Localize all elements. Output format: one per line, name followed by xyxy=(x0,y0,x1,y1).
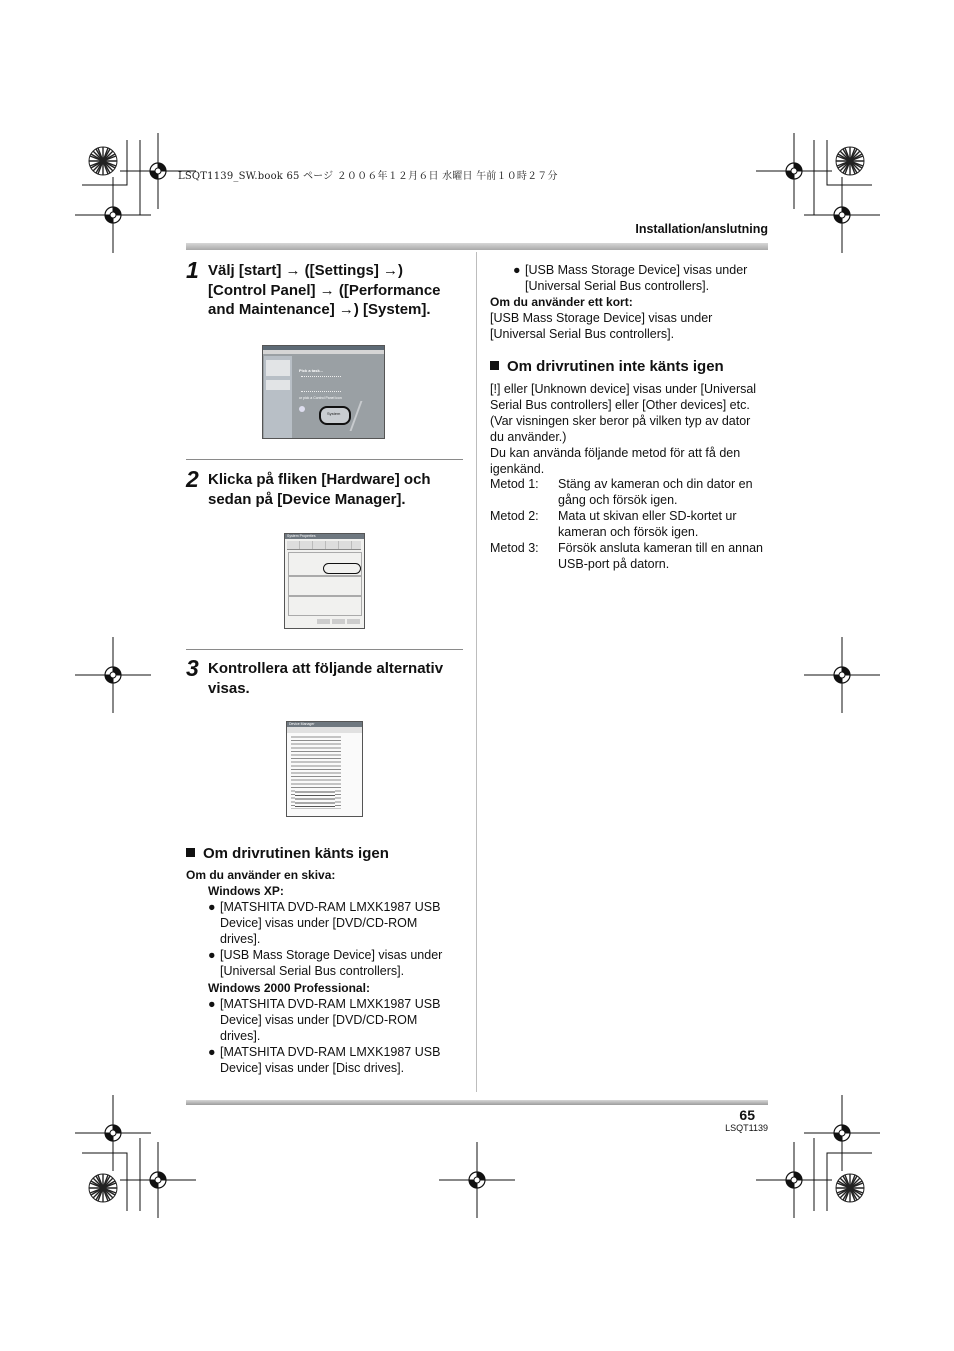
paragraph-line: [!] eller [Unknown device] visas under [Universal xyxy=(490,382,757,396)
system-properties-screenshot xyxy=(284,533,365,629)
devmgr-toolbar xyxy=(287,727,362,733)
section-box xyxy=(288,576,362,596)
usb-item-line: [USB Mass Storage Device] visas under xyxy=(525,263,748,277)
card-text-line: [Universal Serial Bus controllers]. xyxy=(490,327,675,341)
section-title: Installation/anslutning xyxy=(635,222,768,236)
props-tabs xyxy=(287,541,361,550)
method-label: Metod 2: xyxy=(490,509,539,523)
square-bullet-icon xyxy=(490,361,499,370)
paragraph-line: igenkänd. xyxy=(490,462,545,476)
xp-item-line: [Universal Serial Bus controllers]. xyxy=(220,964,405,978)
xp-item-line: [MATSHITA DVD-RAM LMXK1987 USB xyxy=(220,900,441,914)
paragraph-line: Du kan använda följande metod för att få den xyxy=(490,446,741,460)
usb-item-line: [Universal Serial Bus controllers]. xyxy=(525,279,710,293)
props-buttons xyxy=(317,619,361,624)
step-1-number: 1 xyxy=(186,257,199,283)
icon-row xyxy=(299,406,305,412)
not-recognized-paragraph xyxy=(490,381,770,477)
page-number: 65 xyxy=(739,1107,755,1123)
usb-item xyxy=(513,262,768,294)
step-separator xyxy=(186,649,463,650)
not-recognized-heading-text: Om drivrutinen inte känts igen xyxy=(507,358,724,375)
xp-item-2 xyxy=(208,947,470,979)
bullet-icon: ● xyxy=(208,997,216,1011)
card-label: Om du använder ett kort: xyxy=(490,295,633,309)
control-panel-screenshot xyxy=(262,345,385,439)
task-lines xyxy=(301,376,341,392)
footer-rule xyxy=(186,1100,768,1105)
step-2-line: Klicka på fliken [Hardware] och xyxy=(208,471,431,488)
bullet-icon: ● xyxy=(513,263,521,277)
bullet-icon: ● xyxy=(208,1045,216,1059)
device-manager-highlight xyxy=(323,563,361,574)
method-line: kameran och försök igen. xyxy=(558,525,699,539)
card-text xyxy=(490,310,768,342)
device-manager-screenshot xyxy=(286,721,363,817)
method-line: gång och försök igen. xyxy=(558,493,678,507)
tree-branch xyxy=(295,790,335,808)
step-2-line: sedan på [Device Manager]. xyxy=(208,490,406,508)
step-3-text xyxy=(208,659,470,698)
document-code: LSQT1139 xyxy=(725,1123,768,1133)
recognized-heading-text: Om drivrutinen känts igen xyxy=(203,845,389,862)
pick-task-label: Pick a task... xyxy=(299,368,324,373)
step-1-line: [Control Panel] → ([Performance xyxy=(208,281,441,299)
xp-item-line: drives]. xyxy=(220,932,261,946)
method-label: Metod 1: xyxy=(490,477,539,491)
bullet-icon: ● xyxy=(208,948,216,962)
w2k-item-line: Device] visas under [DVD/CD-ROM xyxy=(220,1013,418,1027)
devmgr-title: Device Manager xyxy=(289,722,315,726)
w2k-label: Windows 2000 Professional: xyxy=(208,981,370,995)
xp-item-line: [USB Mass Storage Device] visas under xyxy=(220,948,443,962)
method-line: USB-port på datorn. xyxy=(558,557,670,571)
section-box xyxy=(288,596,362,616)
recognized-heading xyxy=(186,845,389,862)
paragraph-line: (Var visningen sker beror på vilken typ av dator xyxy=(490,414,751,428)
step-2-number: 2 xyxy=(186,466,199,492)
step-1-line: Välj [start] → ([Settings] →) xyxy=(208,262,404,279)
w2k-item-line: Device] visas under [Disc drives]. xyxy=(220,1061,405,1075)
method-line: Mata ut skivan eller SD-kortet ur xyxy=(558,509,737,523)
column-divider xyxy=(476,252,477,1092)
w2k-item-line: drives]. xyxy=(220,1029,261,1043)
bullet-icon: ● xyxy=(208,900,216,914)
task-pane-box xyxy=(266,380,290,390)
paragraph-line: du använder.) xyxy=(490,430,567,444)
paragraph-line: Serial Bus controllers] eller [Other devices] etc. xyxy=(490,398,750,412)
header-rule xyxy=(186,243,768,250)
xp-item-1 xyxy=(208,899,470,947)
step-1-text xyxy=(208,261,470,320)
w2k-item-1 xyxy=(208,996,470,1044)
step-3-number: 3 xyxy=(186,655,199,681)
method-line: Försök ansluta kameran till en annan xyxy=(558,541,763,555)
w2k-item-line: [MATSHITA DVD-RAM LMXK1987 USB xyxy=(220,997,441,1011)
step-1-line: and Maintenance] →) [System]. xyxy=(208,301,431,318)
watermark-figure xyxy=(350,401,385,431)
card-text-line: [USB Mass Storage Device] visas under xyxy=(490,311,713,325)
step-3-line: Kontrollera att följande alternativ xyxy=(208,660,444,677)
xp-label: Windows XP: xyxy=(208,884,284,898)
not-recognized-heading xyxy=(490,358,724,375)
task-pane-box xyxy=(266,360,290,376)
w2k-item-2 xyxy=(208,1044,470,1076)
step-2-text xyxy=(208,470,470,509)
method-label: Metod 3: xyxy=(490,541,539,555)
method-line: Stäng av kameran och din dator en xyxy=(558,477,753,491)
window-menubar xyxy=(263,350,384,354)
method-2 xyxy=(490,508,770,540)
w2k-item-line: [MATSHITA DVD-RAM LMXK1987 USB xyxy=(220,1045,441,1059)
step-separator xyxy=(186,459,463,460)
method-3 xyxy=(490,540,770,572)
or-pick-label: or pick a Control Panel icon xyxy=(299,396,342,400)
square-bullet-icon xyxy=(186,848,195,857)
system-label: System xyxy=(327,411,341,416)
method-1 xyxy=(490,476,770,508)
step-3-line: visas. xyxy=(208,679,250,697)
disk-label: Om du använder en skiva: xyxy=(186,868,336,882)
props-title: System Properties xyxy=(287,534,316,538)
book-info-line: LSQT1139_SW.book 65 ページ ２００６年１２月６日 水曜日 午前１０時２７分 xyxy=(178,171,558,182)
xp-item-line: Device] visas under [DVD/CD-ROM xyxy=(220,916,418,930)
